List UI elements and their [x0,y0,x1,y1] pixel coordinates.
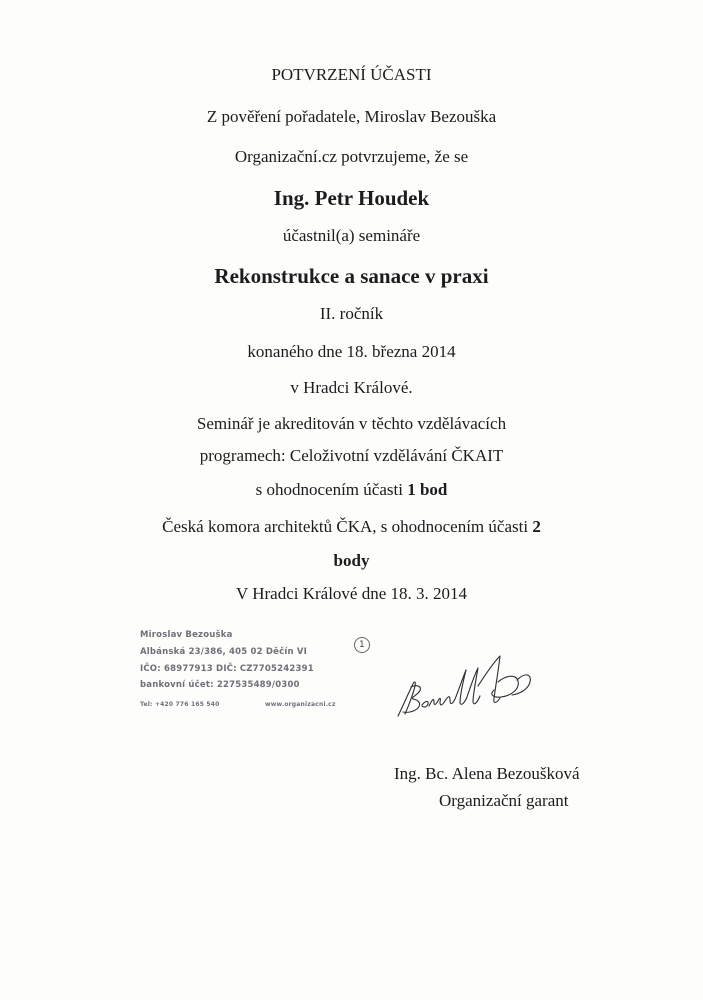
stamp-bank: bankovní účet: 227535489/0300 [140,680,300,690]
organizer-stamp [140,628,370,710]
cka-points-line [0,516,703,538]
edition: II. ročník [319,304,384,323]
cka-points-number: 2 [532,517,541,536]
cka-points-prefix: Česká komora architektů ČKA, s ohodnocením účasti [162,517,533,536]
ckait-points: 1 bod [407,480,448,499]
intro-line-1: Z pověření pořadatele, Miroslav Bezouška [206,107,497,126]
seminar-title: Rekonstrukce a sanace v praxi [214,264,489,288]
ckait-points-prefix: s ohodnocením účasti [255,480,408,499]
stamp-circled-mark: 1 [354,637,370,653]
cka-points-unit: body [333,551,370,570]
certificate-heading: POTVRZENÍ ÚČASTI [271,65,432,84]
signature-image [392,650,562,725]
stamp-phone: Tel: +420 776 165 540 [140,701,220,708]
stamp-web: www.organizacni.cz [265,701,336,708]
place-line: v Hradci Králové. [290,378,413,397]
intro-line-2: Organizační.cz potvrzujeme, že se [234,147,469,166]
date-line: konaného dne 18. března 2014 [247,342,456,361]
participant-name: Ing. Petr Houdek [273,186,430,210]
signatory-name: Ing. Bc. Alena Bezoušková [394,764,580,783]
accreditation-line-2: programech: Celoživotní vzdělávání ČKAIT [199,446,504,465]
stamp-name: Miroslav Bezouška [140,630,233,640]
stamp-ids: IČO: 68977913 DIČ: CZ7705242391 [140,664,314,674]
issue-line: V Hradci Králové dne 18. 3. 2014 [235,584,468,603]
signatory-role: Organizační garant [439,791,569,810]
ckait-points-line [0,479,703,501]
stamp-address: Albánská 23/386, 405 02 Děčín VI [140,647,308,657]
participated-text: účastnil(a) semináře [282,226,421,245]
accreditation-line-1: Seminář je akreditován v těchto vzdělávacích [196,414,507,433]
